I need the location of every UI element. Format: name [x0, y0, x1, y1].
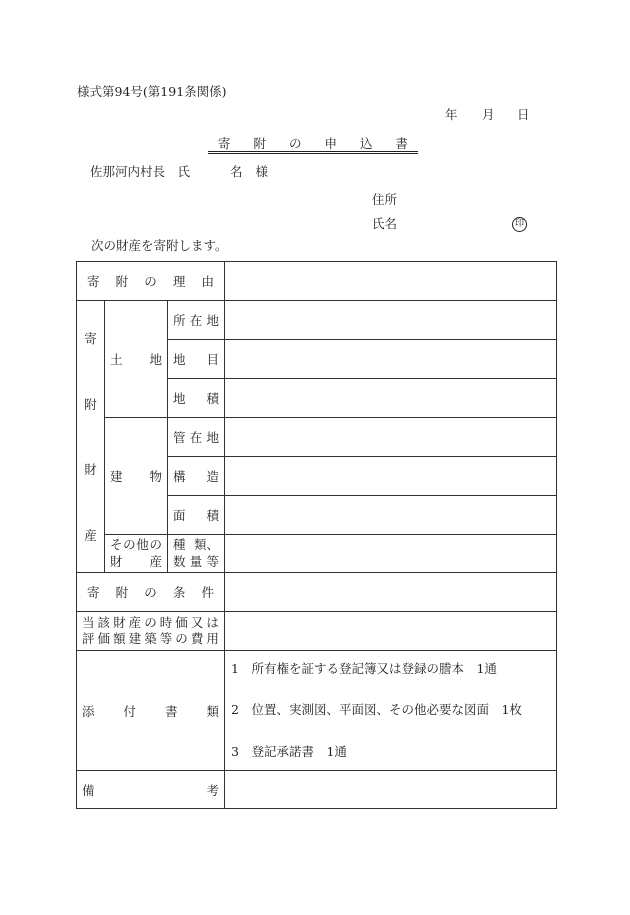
land-location-row	[77, 301, 557, 340]
donation-form-table	[76, 261, 557, 809]
land-category-value[interactable]	[225, 340, 557, 379]
name-label: 氏名	[372, 216, 398, 231]
label-char: 考	[206, 782, 219, 798]
seal-mark: 印	[512, 217, 527, 232]
date-day: 日	[517, 107, 530, 122]
label-char: 条	[172, 585, 186, 600]
label-char: 件	[201, 585, 214, 600]
land-area-value[interactable]	[225, 379, 557, 418]
date-month: 月	[482, 107, 495, 122]
building-area-label	[168, 496, 225, 535]
label-char: 種	[173, 537, 186, 552]
label-char: 価	[175, 614, 188, 630]
attachment-item: 3 登記承諾書 1通	[231, 743, 347, 759]
addressee-char: 様	[255, 164, 269, 179]
label-char: 寄	[87, 274, 100, 289]
label-char: 付	[123, 703, 136, 719]
label-char: 産	[149, 553, 162, 569]
attachment-item: 2 位置、実測図、平面図、その他必要な図面 1枚	[231, 702, 522, 718]
label-char: 理	[172, 274, 186, 289]
building-label	[105, 418, 168, 535]
addressee-mayor: 佐那河内村長 氏	[90, 164, 191, 179]
label-char: 物	[149, 469, 162, 484]
other-property-value[interactable]	[225, 535, 557, 573]
label-char: 地	[173, 391, 186, 406]
date-year: 年	[445, 107, 458, 122]
label-char: 土	[110, 352, 123, 367]
building-location-value[interactable]	[225, 418, 557, 457]
label-char: 建	[110, 469, 123, 484]
label-char: 備	[82, 782, 95, 798]
addressee-name-honorific	[230, 166, 268, 179]
label-char: 他	[136, 537, 149, 552]
remarks-value[interactable]	[225, 771, 557, 809]
value-cost-value[interactable]	[225, 612, 557, 651]
other-property-row	[77, 535, 557, 573]
donated-property-label	[77, 301, 105, 573]
label-char: 地	[149, 352, 162, 367]
label-char: 由	[201, 274, 214, 289]
label-char: の	[144, 585, 157, 600]
conditions-label	[77, 573, 225, 612]
label-char: 寄	[84, 331, 97, 346]
label-char: 用	[206, 631, 219, 646]
label-char: 地	[206, 313, 219, 328]
other-type-quantity-label	[168, 535, 225, 573]
title-char: 附	[253, 136, 266, 151]
reason-value[interactable]	[225, 262, 557, 301]
building-location-row	[77, 418, 557, 457]
label-char: 等	[159, 631, 173, 646]
attachments-list	[225, 651, 557, 771]
address-label: 住所	[372, 192, 398, 207]
attachment-item: 1 所有権を証する登記簿又は登録の謄本 1通	[231, 660, 497, 676]
label-char: 附	[115, 274, 129, 289]
label-char: 類、	[193, 537, 219, 552]
other-property-label	[105, 535, 168, 573]
label-char: 附	[84, 396, 97, 412]
document-title	[218, 138, 408, 151]
label-char: 目	[206, 352, 219, 367]
conditions-row	[77, 573, 557, 612]
reason-label	[77, 262, 225, 301]
conditions-value[interactable]	[225, 573, 557, 612]
value-cost-row	[77, 612, 557, 651]
label-char: 等	[206, 553, 219, 569]
label-char: 積	[206, 508, 219, 523]
label-char: 財	[113, 614, 126, 630]
title-char: 込	[359, 136, 373, 151]
label-char: 面	[173, 508, 186, 523]
label-char: 書	[164, 703, 178, 719]
intro-text: 次の財産を寄附します。	[91, 238, 228, 253]
building-area-value[interactable]	[225, 496, 557, 535]
form-number: 様式第94号(第191条関係)	[77, 84, 227, 99]
title-char: 書	[395, 136, 408, 151]
label-char: 管	[173, 430, 186, 445]
label-char: の	[123, 537, 136, 552]
label-char: 又	[190, 614, 204, 630]
remarks-row	[77, 771, 557, 809]
label-char: の	[144, 274, 157, 289]
label-char: の	[149, 537, 162, 552]
label-char: 所	[173, 313, 186, 328]
building-location-label	[168, 418, 225, 457]
label-char: の	[175, 631, 188, 646]
label-char: 産	[128, 614, 142, 630]
building-structure-value[interactable]	[225, 457, 557, 496]
label-char: 産	[84, 527, 97, 543]
label-char: 寄	[87, 585, 100, 600]
label-char: 価	[97, 631, 111, 646]
label-char: 時	[159, 614, 173, 630]
label-char: 評	[82, 631, 95, 646]
label-char: 数	[173, 553, 186, 569]
label-char: そ	[110, 537, 123, 552]
label-char: は	[206, 614, 219, 630]
attachments-row	[77, 651, 557, 771]
label-char: 地	[206, 430, 219, 445]
label-char: 添	[82, 703, 95, 719]
land-location-value[interactable]	[225, 301, 557, 340]
title-char: 寄	[218, 136, 231, 151]
land-category-label	[168, 340, 225, 379]
remarks-label	[77, 771, 225, 809]
reason-row	[77, 262, 557, 301]
label-char: 築	[144, 631, 157, 646]
title-underline	[208, 151, 418, 154]
label-char: 在	[189, 430, 203, 445]
label-char: の	[144, 614, 157, 630]
label-char: 該	[97, 614, 111, 630]
label-char: 財	[84, 462, 97, 478]
land-location-label	[168, 301, 225, 340]
land-area-label	[168, 379, 225, 418]
label-char: 類	[206, 703, 219, 719]
label-char: 構	[173, 469, 186, 484]
label-char: 地	[173, 352, 186, 367]
label-char: 建	[128, 631, 142, 646]
label-char: 積	[206, 391, 219, 406]
label-char: 造	[206, 469, 219, 484]
land-label	[105, 301, 168, 418]
label-char: 財	[110, 553, 123, 569]
label-char: 附	[115, 585, 129, 600]
label-char: 当	[82, 614, 95, 630]
addressee-char: 名	[230, 164, 243, 179]
title-char: 申	[324, 136, 337, 151]
title-char: の	[288, 136, 302, 151]
building-structure-label	[168, 457, 225, 496]
label-char: 在	[189, 313, 203, 328]
label-char: 額	[113, 631, 126, 646]
label-char: 費	[190, 631, 204, 646]
attachments-label	[77, 651, 225, 771]
value-cost-label	[77, 612, 225, 651]
label-char: 量	[189, 553, 203, 569]
